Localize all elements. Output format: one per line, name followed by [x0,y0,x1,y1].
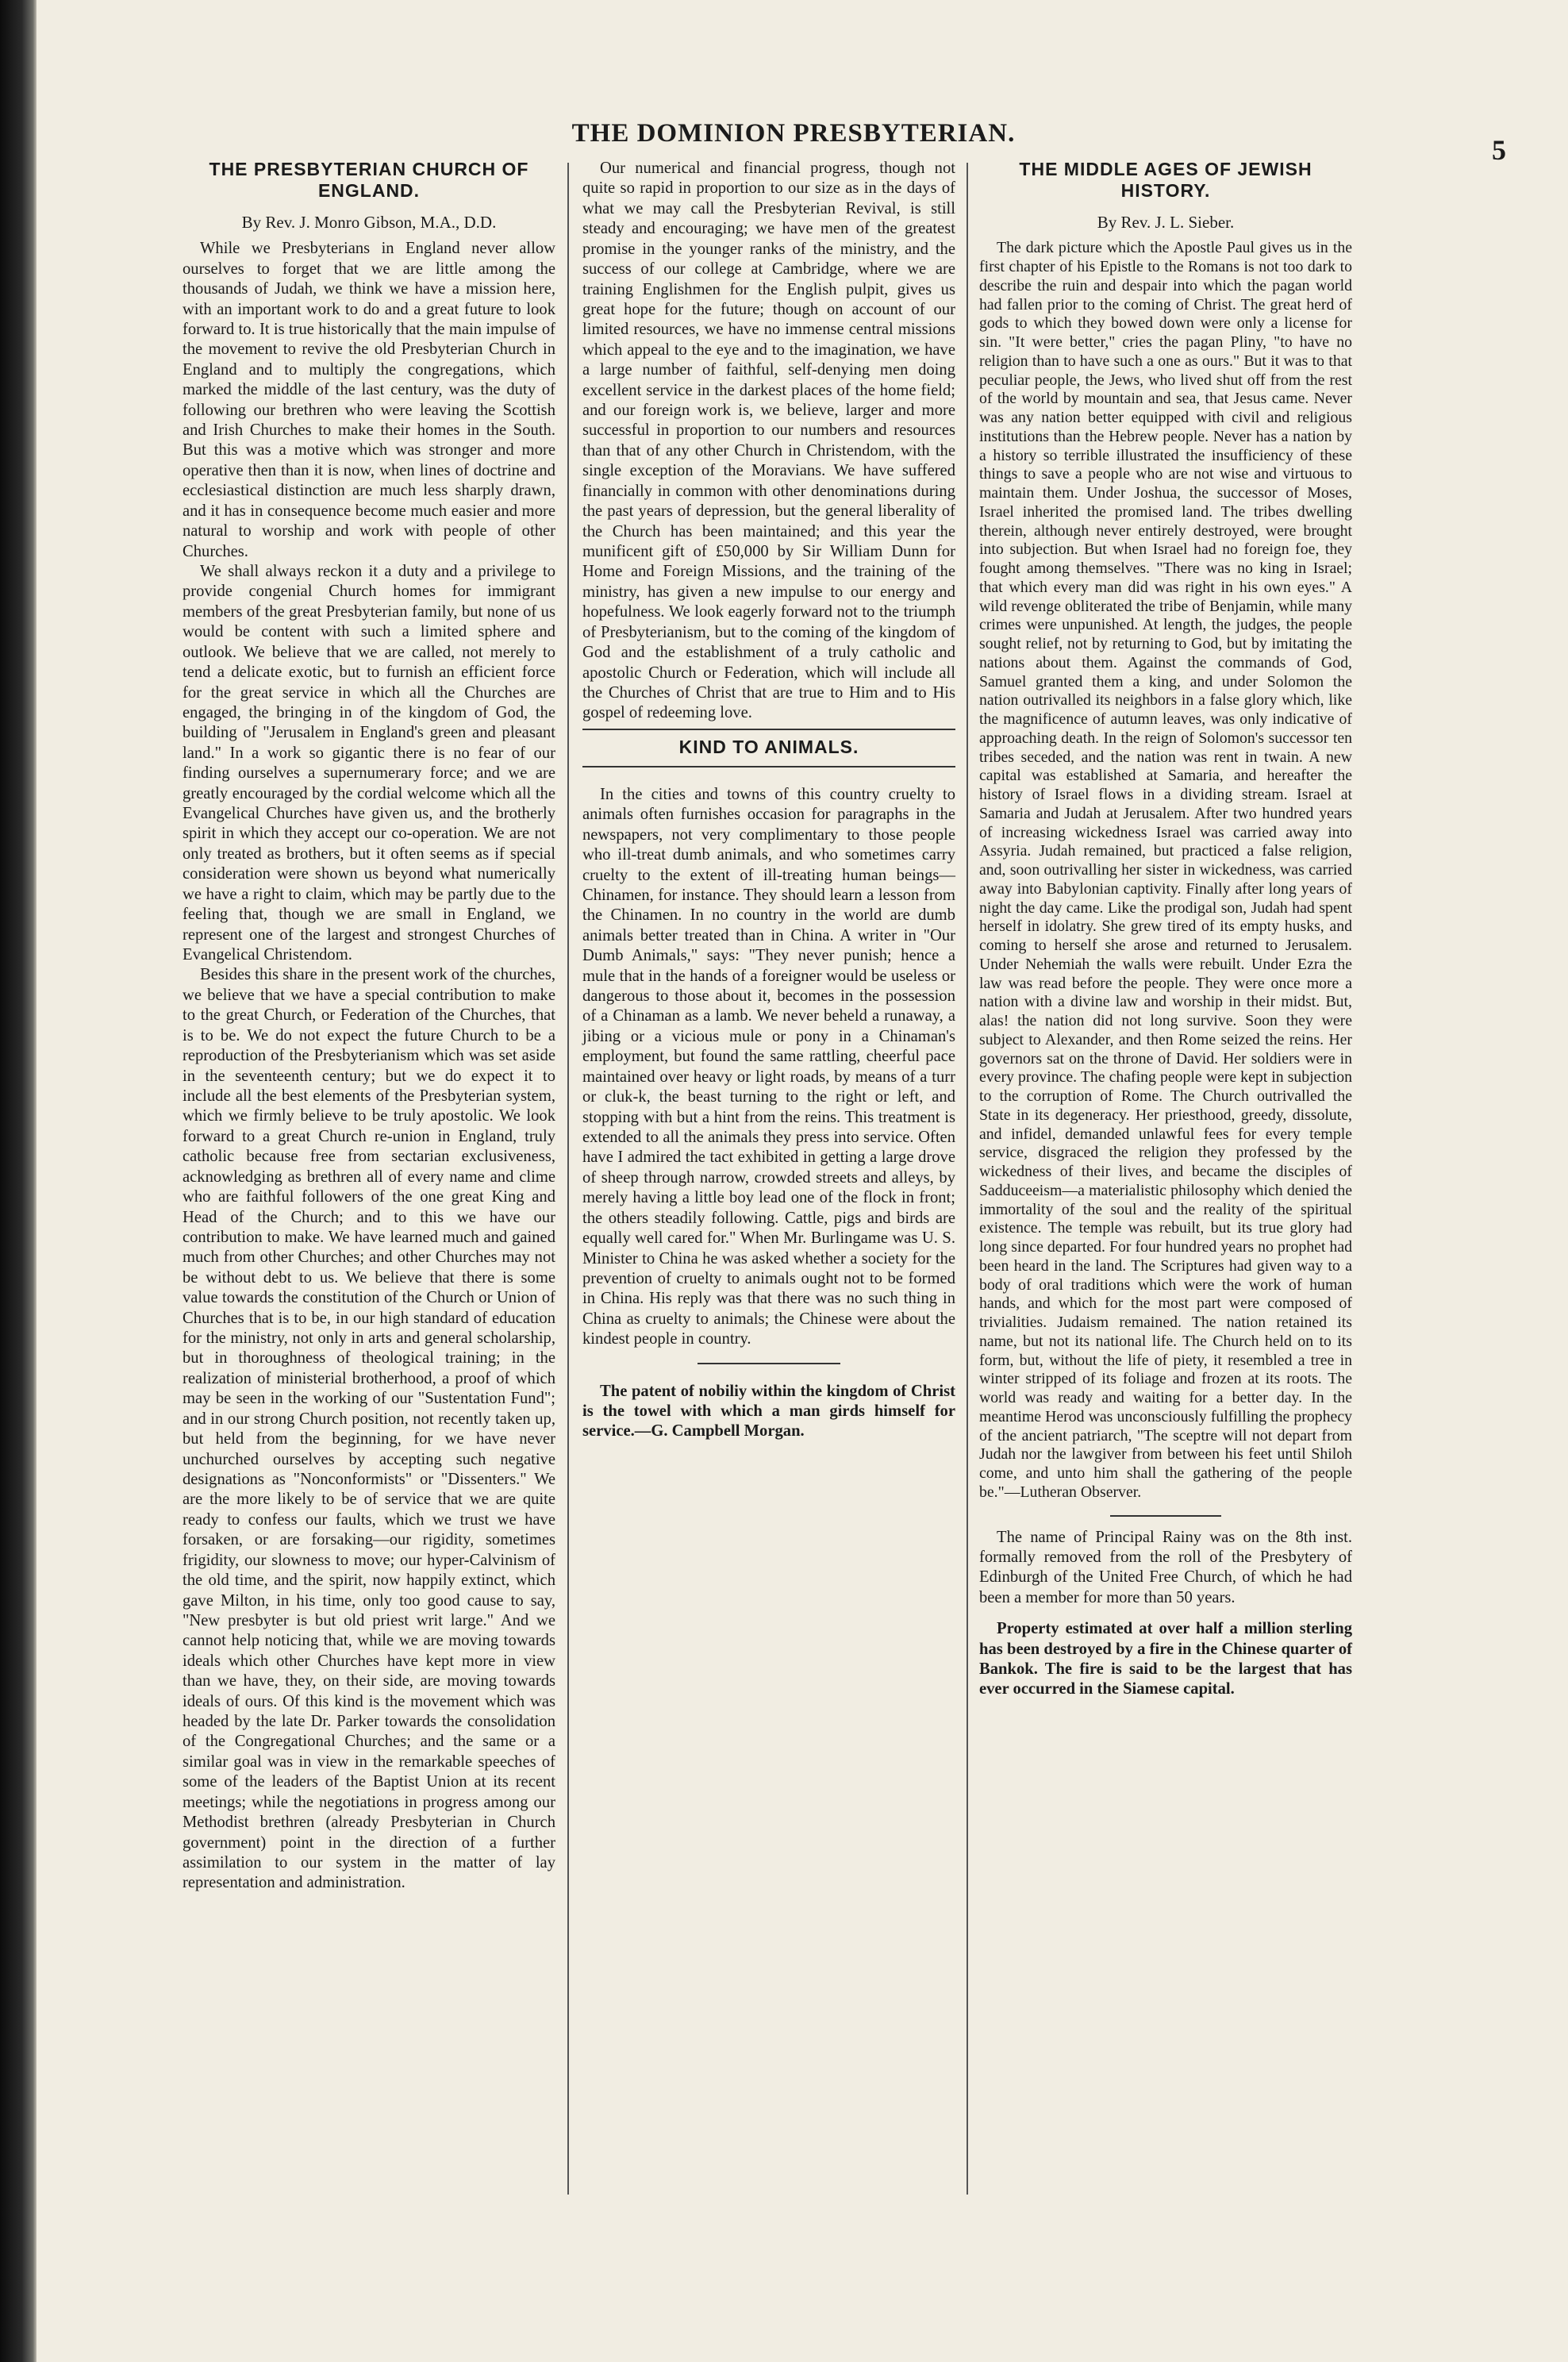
paragraph: Besides this share in the present work of the churches, we believe that we have a special contribution to make to the great Church, or Federation of the Churches, that is to be. We do not expect the future Church to be a reproduction of the Presbyterianism which was set aside in the seventeenth century; but we do expect it to include all the best elements of the Presbyterian system, which we firmly believe to be truly apostolic. We look forward to a great Church re-union in England, truly catholic because free from sectarian exclusiveness, acknowledging as brethren all of every name and clime who are faithful followers of the one great King and Head of the Church; and to this we have our contribution to make. We have learned much and gained much from other Churches; and other Churches may not be without debt to us. We believe that there is some value towards the constitution of the Church or Union of Churches that is to be, in our high standard of education for the ministry, not only in arts and general scholarship, but in thoroughness of theological training; in the realization of ministerial brotherhood, a proof of which may be seen in the working of our "Sustentation Fund"; and in our strong Church position, not recently taken up, but held from the beginning, for we have never unchurched ourselves by accepting such negative designations as "Nonconformists" or "Dissenters." We are the more likely to be of service that we are quite ready to confess our faults, which we trust we have forsaken, or are forsaking—our rigidity, sometimes frigidity, our slowness to move; our hyper-Calvinism of the old time, and the spirit, now happily extinct, which gave Milton, in his time, only too good cause to say, "New presbyter is but old priest writ large." And we cannot help noticing that, while we are moving towards ideals which other Churches have kept more in view than we have, they, on their side, are moving towards ideals of ours. Of this kind is the movement which was headed by the late Dr. Parker towards the consolidation of the Congregational Churches; and the same or a similar goal was in view in the remarkable speeches of some of the leaders of the Baptist Union at its recent meetings; while the negotiations in progress among our Methodist brethren (already Presbyterian in Church government) point in the direction of a further assimilation to our system in the matter of lay representation and administration. [183,966,555,1892]
column-1 [183,159,555,2227]
column-3 [979,159,1352,1700]
spacer [979,1608,1352,1619]
column-divider [967,163,968,2195]
article-title: KIND TO ANIMALS. [582,729,955,767]
news-item: Property estimated at over half a million sterling has been destroyed by a fire in the Chinese quarter of Bankok. The fire is said to be the largest that has ever occurred in the Siamese capital. [979,1620,1352,1698]
article-title: THE PRESBYTERIAN CHURCH OF ENGLAND. [209,159,529,202]
article-byline: By Rev. J. L. Sieber. [1097,213,1235,233]
paragraph: In the cities and towns of this country cruelty to animals often furnishes occasion for paragraphs in the newspapers, not very complimentary to those people who ill-treat dumb animals, and who sometimes carry cruelty to the extent of ill-treating human beings—Chinamen, for instance. They should learn a lesson from the Chinamen. In no country in the world are dumb animals better treated than in China. A writer in "Our Dumb Animals," says: "They never punish; hence a mule that in the hands of a foreigner would be useless or dangerous to those about it, becomes in the possession of a Chinaman as a lamb. We never beheld a runaway, a jibing or a vicious mule or pony in a Chinaman's employment, but found the same rattling, cheerful pace maintained over heavy or light roads, by means of a turr or cluk-k, the beast turning to the right or left, and stopping with but a hint from the reins. This treatment is extended to all the animals they press into service. Often have I admired the tact exhibited in getting a large drove of sheep through narrow, crowded streets and alleys, by merely having a little boy lead one of the flock in front; the others steadily following. Cattle, pigs and birds are equally well cared for." When Mr. Burlingame was U. S. Minister to China he was asked whether a society for the prevention of cruelty to animals ought not to be formed in China. His reply was that there was no such thing in China as cruelty to animals; the Chinese were about the kindest people in country. [582,785,955,1348]
page-edge-shadow [0,0,37,2362]
column-2 [582,159,955,1442]
paragraph: Our numerical and financial progress, though not quite so rapid in proportion to our size as in the days of what we may call the Presbyterian Revival, is still steady and encouraging; we have men of the greatest promise in the younger ranks of the ministry, and the success of our college at Cambridge, where we are training Englishmen for the English pulpit, gives us great hope for the future; though on account of our limited resources, we have no immense central missions which appeal to the eye and to the imagination, we have a large number of faithful, self-denying men doing excellent service in the darkest places of the home field; and our foreign work is, we believe, larger and more successful in proportion to our numbers and resources than that of any other Church in Christendom, with the single exception of the Moravians. We have suffered financially in common with other denominations during the past years of depression, but the general liberality of the Church has been maintained; and this year the munificent gift of £50,000 by Sir William Dunn for Home and Foreign Missions, and the training of the ministry, has given a new impulse to our energy and hopefulness. We look eagerly forward not to the triumph of Presbyterianism, but to the coming of the kingdom of God and the establishment of a truly catholic and apostolic Church or Federation, which will include all the Churches of Christ that are true to Him and to His gospel of redeeming love. [582,160,955,722]
quote-paragraph: The patent of nobiliy within the kingdom of Christ is the towel with which a man girds himself for service.—G. Campbell Morgan. [582,1382,955,1441]
paragraph: The dark picture which the Apostle Paul gives us in the first chapter of his Epistle to the Romans is not too dark to describe the ruin and despair into which the pagan world had fallen prior to the coming of Christ. The great herd of gods to which they bowed down were only a license for sin. "It were better," cries the pagan Pliny, "to have no religion than to have such a one as ours." But it was to that peculiar people, the Jews, who lived shut off from the rest of the world by mountain and sea, that Jesus came. Never was any nation better equipped with civil and religious institutions than the Hebrew people. Never has a nation by a history so terrible illustrated the insufficiency of these things to save a people who are not wise and virtuous to maintain them. Under Joshua, the successor of Moses, Israel inherited the promised land. The tribes dwelling therein, although never entirely destroyed, were brought into subjection. But when Israel had no foreign foe, they fought among themselves. "There was no king in Israel; that which every man did was right in his own eyes." A wild revenge obliterated the tribe of Benjamin, while many crimes were unpunished. At length, the judges, the people sought relief, not by returning to God, but by imitating the nations about them. Against the commands of God, Samuel granted them a king, and under Solomon the nation outrivalled its neighbors in a false glory which, like the magnificence of autumn leaves, was only indicative of approaching death. In the reign of Solomon's successor ten tribes seceded, and the nation was rent in twain. A new capital was established at Samaria, and hereafter the history of Israel flows in a dividing stream. Israel at Samaria and Judah at Jerusalem. After two hundred years of increasing wickedness Israel was carried away into Assyria. Judah remained, but practiced a false religion, and, soon outrivalling her sister in wickedness, was carried away into Babylonian captivity. Finally after long years of night the day came. Like the prodigal son, Judah had spent herself in idolatry. She grew tired of its empty husks, and coming to herself she arose and returned to Jerusalem. Under Nehemiah the walls were rebuilt. Under Ezra the law was read before the people. They were once more a nation with a divine law and worship in their midst. But, alas! the nation did not long survive. Soon they were subject to Alexander, and then Rome seized the reins. Her governors sat on the throne of David. Her soldiers were in every province. The chafing people were kept in subjection to the corruption of Rome. The Church outrivalled the State in its degeneracy. Her priesthood, greedy, dissolute, and infidel, demanded unlawful fees for every temple service, disgraced the religion they professed by the wickedness of their lives, and became the disciples of Sadduceeism—a materialistic philosophy which denied the immortality of the soul and the reality of the spiritual existence. The temple was rebuilt, but its true glory had long since departed. For four hundred years no prophet had been heard in the land. The Scriptures had given way to a body of oral traditions which were the work of human hands, and which for the most part were composed of trivialities. Judaism remained. The nation retained its name, but not its national life. The Church held on to its form, but, without the life of piety, it resembled a tree in winter stripped of its foliage and frozen at its roots. The world was ready and waiting for a better day. In the meantime Herod was unconsciously fulfilling the prophecy of the ancient patriarch, "The sceptre will not depart from Judah nor the lawgiver from between his feet until Shiloh come, and unto him shall the gathering of the people be."—Lutheran Observer. [979,239,1352,1501]
paragraph: We shall always reckon it a duty and a privilege to provide congenial Church homes for immigrant members of the great Presbyterian family, but none of us would be content with such a limited sphere and outlook. We believe that we are called, not merely to tend a delicate exotic, but to furnish an efficient force for the great service in which all the Churches are engaged, the bringing in of the kingdom of God, the building of "Jerusalem in England's green and pleasant land." In a work so gigantic there is no fear of our finding ourselves a supernumerary force; and we are greatly encouraged by the cordial welcome which all the Evangelical Churches have given us, and the brotherly spirit in which they accept our co-operation. We are not only treated as brothers, but it often seems as if special consideration were shown us beyond what numerically we have a right to claim, which may be partly due to the feeling that, though we are small in England, we represent one of the largest and strongest Churches of Evangelical Christendom. [183,563,555,964]
page-number: 5 [1492,134,1506,166]
article-byline: By Rev. J. Monro Gibson, M.A., D.D. [241,213,497,233]
masthead-title: THE DOMINION PRESBYTERIAN. [571,119,1016,148]
divider [698,1363,840,1364]
divider [1110,1515,1221,1517]
article-title: THE MIDDLE AGES OF JEWISH HISTORY. [1019,159,1312,202]
column-divider [567,163,569,2195]
paragraph: While we Presbyterians in England never allow ourselves to forget that we are little among the thousands of Judah, we think we have a mission here, with an important work to do and a great future to look forward to. It is true historically that the main impulse of the movement to revive the old Presbyterian Church in England and to multiply the congregations, which marked the middle of the last century, was the duty of following our brethren who were leaving the Scottish and Irish Churches to make their homes in the South. But this was a motive which was stronger and more operative then than it is now, when lines of doctrine and ecclesiastical distinction are much less sharply drawn, and it has in consequence become much easier and more natural to worship and work with people of other Churches. [183,240,555,560]
news-item: The name of Principal Rainy was on the 8th inst. formally removed from the roll of the Presbytery of Edinburgh of the United Free Church, of which he had been a member for more than 50 years. [979,1528,1352,1606]
